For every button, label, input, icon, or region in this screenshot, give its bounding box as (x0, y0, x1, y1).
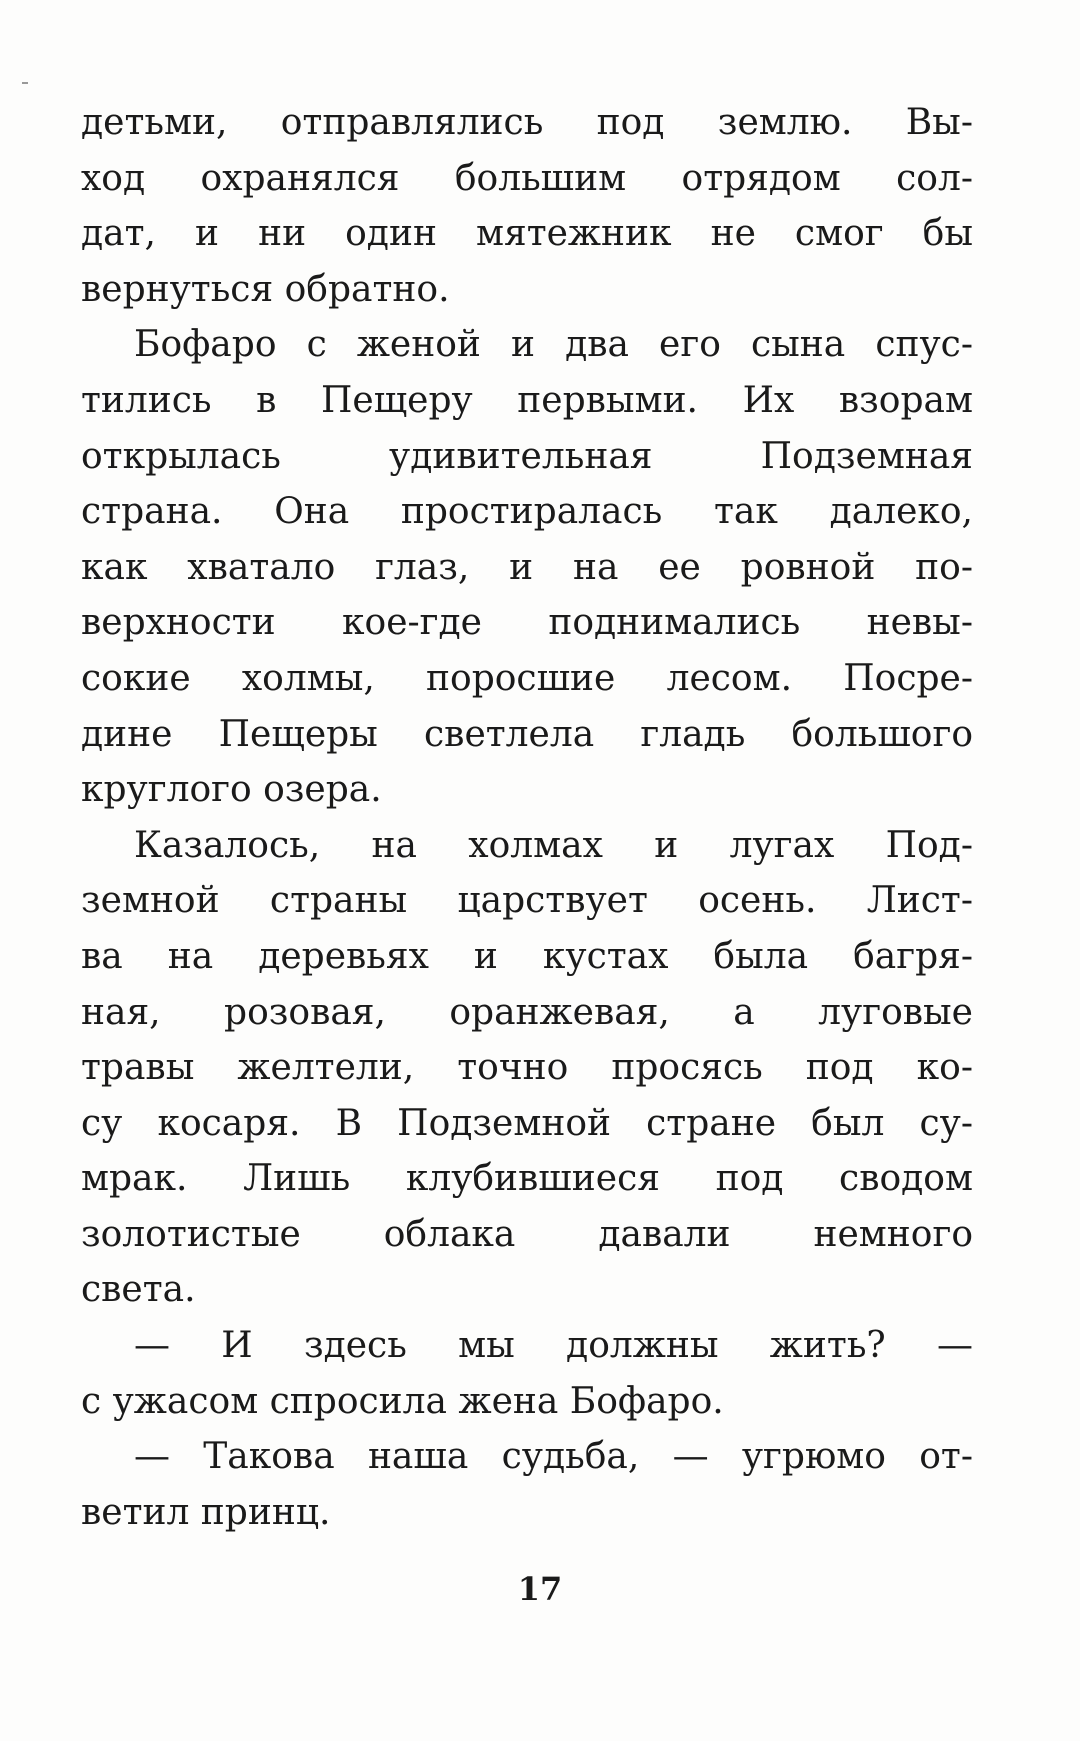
text-line: вернуться обратно. (81, 268, 450, 310)
text-line: — Такова наша судьба, — угрюмо от- (134, 1436, 973, 1478)
text-line: золотистые облака давали немного (81, 1213, 973, 1255)
page-body-text (81, 95, 973, 1540)
text-line: верхности кое-где поднимались невы- (81, 602, 973, 644)
text-line: дине Пещеры светлела гладь большого (81, 713, 973, 755)
text-line: детьми, отправлялись под землю. Вы- (81, 102, 973, 143)
page-number: 17 (517, 1570, 563, 1608)
text-line: Казалось, на холмах и лугах Под- (134, 824, 973, 866)
text-line: Бофаро с женой и два его сына спус- (134, 324, 973, 366)
text-line: сокие холмы, поросшие лесом. Посре- (81, 657, 973, 699)
text-line: света. (81, 1269, 196, 1311)
text-line: травы желтели, точно просясь под ко- (81, 1047, 973, 1089)
text-line: мрак. Лишь клубившиеся под сводом (81, 1158, 973, 1200)
text-line: ход охранялся большим отрядом сол- (81, 157, 973, 199)
margin-mark (22, 82, 28, 84)
text-line: ная, розовая, оранжевая, а луговые (81, 991, 973, 1033)
text-line: открылась удивительная Подземная (81, 435, 973, 477)
text-line: ва на деревьях и кустах была багря- (81, 935, 973, 977)
text-line: су косаря. В Подземной стране был су- (81, 1102, 973, 1144)
text-line: тились в Пещеру первыми. Их взорам (81, 379, 973, 421)
text-line: с ужасом спросила жена Бофаро. (81, 1380, 724, 1422)
text-line: ветил принц. (81, 1491, 331, 1533)
text-line: земной страны царствует осень. Лист- (81, 880, 973, 922)
text-line: — И здесь мы должны жить? — (134, 1325, 973, 1367)
text-line: круглого озера. (81, 769, 382, 811)
text-line: дат, и ни один мятежник не смог бы (81, 213, 973, 255)
text-line: страна. Она простиралась так далеко, (81, 491, 973, 533)
text-line: как хватало глаз, и на ее ровной по- (81, 546, 973, 588)
